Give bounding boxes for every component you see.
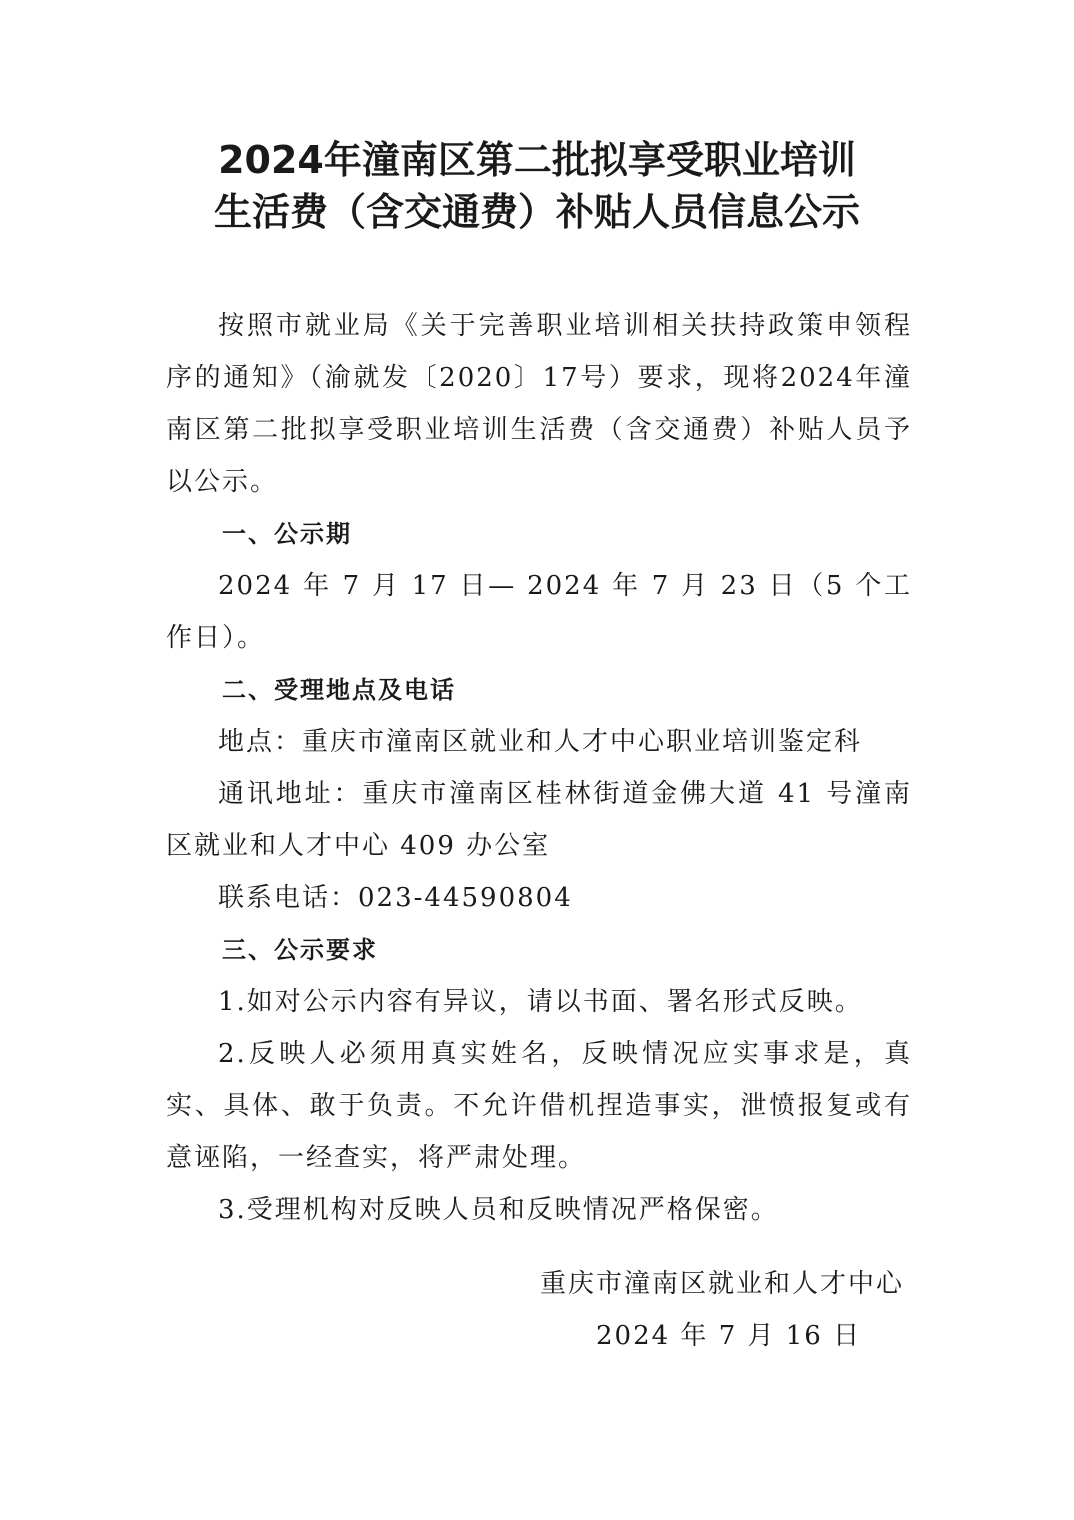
document-body xyxy=(166,300,912,1236)
period-text: 2024 年 7 月 17 日— 2024 年 7 月 23 日（5 个工作日）。 xyxy=(166,571,912,653)
requirement-item-3: 3.受理机构对反映人员和反映情况严格保密。 xyxy=(218,1195,779,1225)
requirement-item-1: 1.如对公示内容有异议，请以书面、署名形式反映。 xyxy=(218,987,863,1017)
phone-text: 联系电话：023-44590804 xyxy=(218,883,573,913)
location-text: 地点：重庆市潼南区就业和人才中心职业培训鉴定科 xyxy=(218,727,863,757)
signature-date: 2024 年 7 月 16 日 xyxy=(596,1321,862,1351)
signature-organization: 重庆市潼南区就业和人才中心 xyxy=(540,1269,905,1299)
address-text: 通讯地址：重庆市潼南区桂林街道金佛大道 41 号潼南区就业和人才中心 409 办公室 xyxy=(166,779,912,861)
requirement-item-2: 2.反映人必须用真实姓名，反映情况应实事求是，真实、具体、敢于负责。不允许借机捏造事实，泄愤报复或有意诬陷，一经查实，将严肃处理。 xyxy=(166,1039,912,1173)
document-title-line-2: 生活费（含交通费）补贴人员信息公示 xyxy=(213,190,860,234)
document-title-line-1: 2024年潼南区第二批拟享受职业培训 xyxy=(218,138,856,182)
intro-paragraph: 按照市就业局《关于完善职业培训相关扶持政策申领程序的通知》（渝就发〔2020〕17号）要求，现将2024年潼南区第二批拟享受职业培训生活费（含交通费）补贴人员予以公示。 xyxy=(166,311,912,497)
section-heading-location: 二、受理地点及电话 xyxy=(222,676,456,704)
section-heading-period: 一、公示期 xyxy=(222,520,352,548)
section-heading-requirements: 三、公示要求 xyxy=(222,936,378,964)
